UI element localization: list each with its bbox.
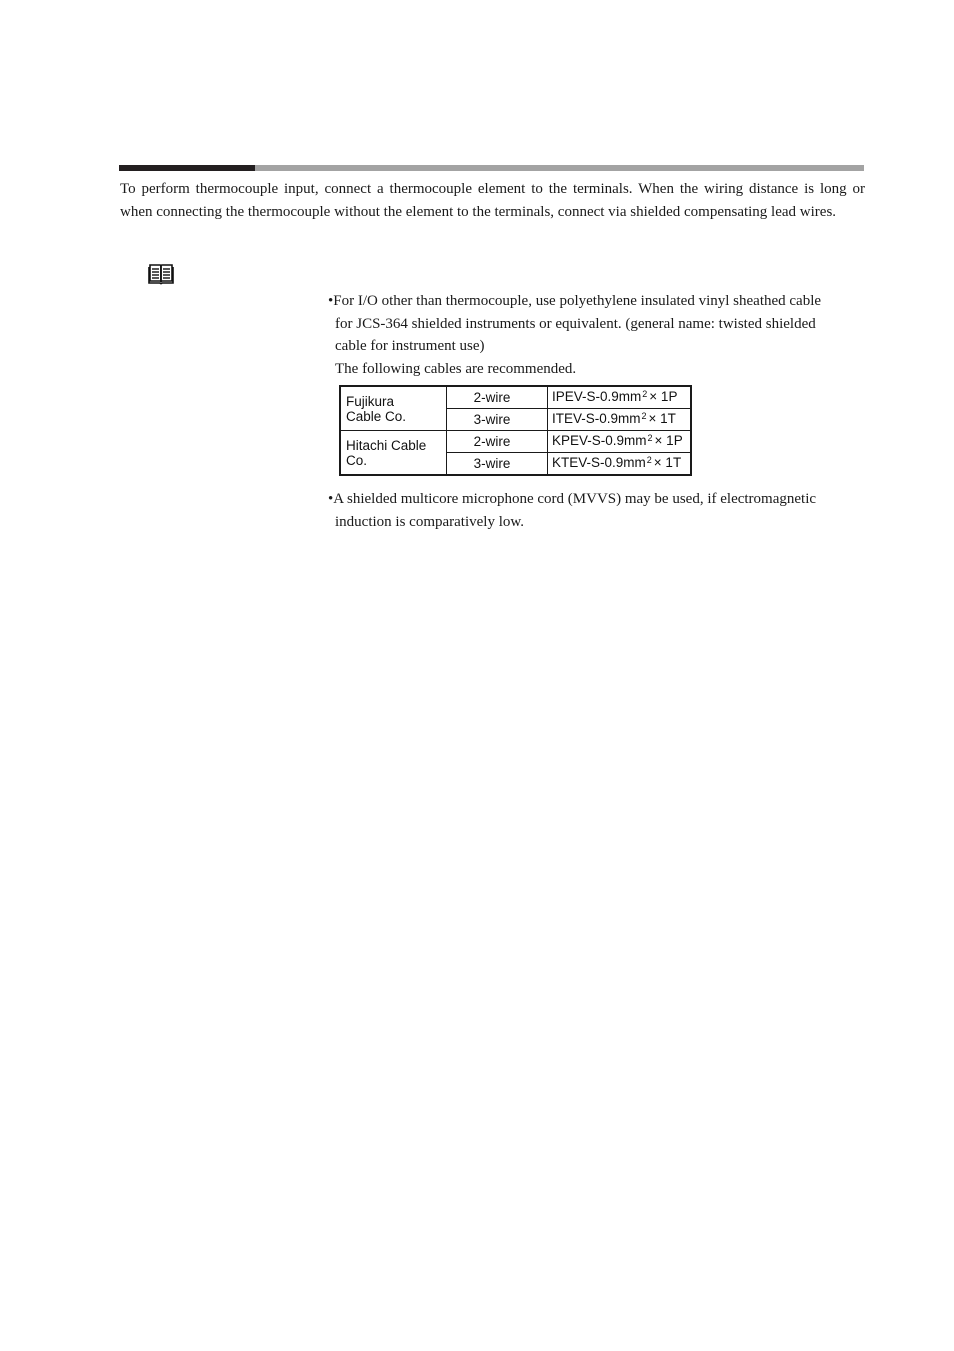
- cable-model-cell: [548, 409, 692, 431]
- cable-model-prefix: ITEV-S-0.9mm: [552, 411, 641, 426]
- cable-model-prefix: KPEV-S-0.9mm: [552, 433, 647, 448]
- maker-name-line: Fujikura: [346, 393, 395, 409]
- section-header-rule: [119, 165, 864, 171]
- wire-type-cell: 2-wire: [447, 386, 548, 409]
- note-recommended-text: The following cables are recommended.: [335, 360, 577, 377]
- note-bullet-1-line-3: cable for instrument use): [335, 338, 485, 354]
- wire-type-cell: 3-wire: [447, 453, 548, 476]
- cable-model-suffix: × 1T: [648, 411, 676, 426]
- cable-model-superscript: 2: [641, 411, 647, 421]
- cable-model-superscript: 2: [642, 389, 648, 399]
- cable-model-superscript: 2: [646, 455, 652, 465]
- note-bullet-1-line-1: •For I/O other than thermocouple, use polyethylene insulated vinyl sheathed cable: [328, 293, 822, 309]
- cable-model-cell: [548, 386, 692, 409]
- cable-model-suffix: × 1T: [653, 455, 682, 470]
- section-header-rule-accent: [119, 165, 255, 171]
- maker-name-line: Cable Co.: [346, 408, 407, 424]
- cable-model-suffix: × 1P: [649, 389, 678, 404]
- maker-cell: [340, 386, 447, 431]
- table-row: [340, 386, 691, 409]
- recommended-cables-table: [339, 385, 692, 476]
- intro-paragraph: To perform thermocouple input, connect a thermocouple element to the terminals. When the wiring distance is long or when connecting the thermocouple without the element to the terminals, connect via shielded compensating lead wires.: [120, 181, 865, 220]
- book-icon: [148, 262, 174, 285]
- maker-name-line: Hitachi Cable: [346, 437, 427, 453]
- cable-model-prefix: IPEV-S-0.9mm: [552, 389, 642, 404]
- table-row: [340, 431, 691, 453]
- maker-cell: [340, 431, 447, 476]
- wire-type-cell: 3-wire: [447, 409, 548, 431]
- note-block-2: [328, 488, 868, 533]
- cable-model-suffix: × 1P: [654, 433, 683, 448]
- note-bullet-1-line-2: for JCS-364 shielded instruments or equivalent. (general name: twisted shielded: [335, 315, 816, 332]
- note-bullet-2-line-2: induction is comparatively low.: [335, 513, 524, 530]
- wire-type-cell: 2-wire: [447, 431, 548, 453]
- cable-model-cell: [548, 431, 692, 453]
- cable-model-superscript: 2: [647, 433, 653, 443]
- cable-model-cell: [548, 453, 692, 476]
- maker-name-line: Co.: [346, 452, 368, 468]
- note-block: [328, 290, 868, 380]
- note-bullet-2-line-1: •A shielded multicore microphone cord (MVVS) may be used, if electromagnetic: [328, 491, 817, 507]
- cable-model-prefix: KTEV-S-0.9mm: [552, 455, 646, 470]
